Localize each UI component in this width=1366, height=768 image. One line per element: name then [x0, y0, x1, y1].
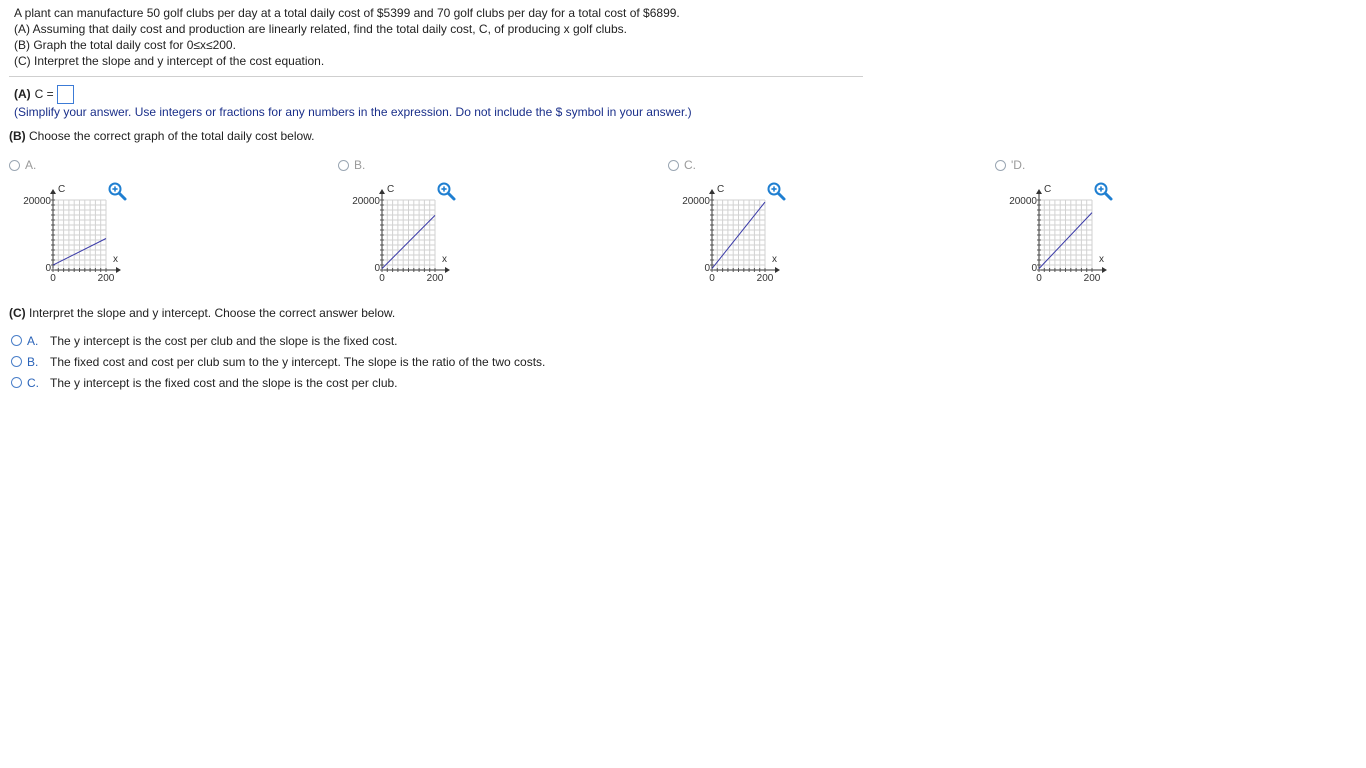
answer-hint: (Simplify your answer. Use integers or fractions for any numbers in the expression. Do not include the $ symbol in your answer.) — [14, 105, 692, 119]
zoom-in-icon[interactable] — [438, 183, 455, 200]
option-text: The fixed cost and cost per club sum to the y intercept. The slope is the ratio of the two costs. — [50, 354, 546, 369]
cost-equation-answer-box[interactable] — [57, 85, 74, 104]
problem-line: A plant can manufacture 50 golf clubs per day at a total daily cost of $5399 and 70 golf clubs per day for a total cost of $6899. — [14, 6, 680, 20]
problem-line: (C) Interpret the slope and y intercept of the cost equation. — [14, 54, 325, 68]
y-origin-label: 0 — [45, 263, 51, 274]
x-origin-label: 0 — [1036, 273, 1042, 284]
radio-button[interactable] — [668, 160, 679, 171]
zoom-handle — [449, 194, 454, 199]
part-b-prompt — [9, 129, 315, 143]
y-axis-label: C — [717, 184, 725, 195]
graph-choice-c[interactable] — [668, 157, 798, 292]
option-b[interactable] — [11, 351, 545, 372]
option-text: The y intercept is the cost per club and the slope is the fixed cost. — [50, 333, 398, 348]
option-c[interactable] — [11, 372, 545, 393]
option-text: The y intercept is the fixed cost and the slope is the cost per club. — [50, 375, 398, 390]
x-axis-arrow — [1102, 267, 1107, 273]
x-origin-label: 0 — [709, 273, 715, 284]
x-origin-label: 0 — [379, 273, 385, 284]
x-axis-label: x — [1099, 254, 1104, 265]
zoom-handle — [1106, 194, 1111, 199]
x-tick-label: 200 — [756, 273, 774, 284]
part-c-prompt — [9, 306, 395, 320]
problem-line: (A) Assuming that daily cost and production are linearly related, find the total daily cost, C, of producing x golf clubs. — [14, 22, 627, 36]
graph-choice-b[interactable] — [338, 157, 468, 292]
cost-equation-lhs: C = — [34, 87, 54, 101]
radio-button[interactable] — [338, 160, 349, 171]
x-origin-label: 0 — [50, 273, 56, 284]
option-a[interactable] — [11, 330, 545, 351]
y-axis-arrow — [1036, 189, 1042, 194]
choice-letter: C. — [684, 158, 696, 172]
x-axis-arrow — [116, 267, 121, 273]
zoom-handle — [779, 194, 784, 199]
x-tick-label: 200 — [97, 273, 115, 284]
option-letter: C. — [27, 375, 39, 390]
radio-button[interactable] — [995, 160, 1006, 171]
x-axis-label: x — [113, 254, 118, 265]
y-axis-arrow — [709, 189, 715, 194]
y-tick-label: 20000 — [352, 196, 380, 207]
zoom-handle — [120, 194, 125, 199]
radio-button[interactable] — [11, 356, 22, 367]
zoom-in-icon[interactable] — [768, 183, 785, 200]
part-b-label: (B) — [9, 129, 26, 143]
graph-d — [995, 177, 1125, 292]
part-c-options — [11, 330, 545, 393]
graph-c — [668, 177, 798, 292]
graph-a — [9, 177, 139, 292]
radio-button[interactable] — [11, 377, 22, 388]
choice-letter: A. — [25, 158, 37, 172]
y-axis-label: C — [387, 184, 395, 195]
option-letter: A. — [27, 333, 39, 348]
x-tick-label: 200 — [1083, 273, 1101, 284]
y-tick-label: 20000 — [23, 196, 51, 207]
x-axis-label: x — [442, 254, 447, 265]
graph-choice-a[interactable] — [9, 157, 139, 292]
radio-button[interactable] — [9, 160, 20, 171]
y-origin-label: 0 — [704, 263, 710, 274]
y-tick-label: 20000 — [1009, 196, 1037, 207]
graph-choice-d[interactable] — [995, 157, 1125, 292]
y-axis-arrow — [379, 189, 385, 194]
problem-line: (B) Graph the total daily cost for 0≤x≤200. — [14, 38, 236, 52]
radio-button[interactable] — [11, 335, 22, 346]
x-axis-label: x — [772, 254, 777, 265]
x-tick-label: 200 — [426, 273, 444, 284]
option-letter: B. — [27, 354, 39, 369]
part-c-label: (C) — [9, 306, 26, 320]
part-a — [14, 84, 692, 119]
choice-letter: B. — [354, 158, 366, 172]
graph-grid — [382, 200, 435, 270]
zoom-in-icon[interactable] — [109, 183, 126, 200]
y-origin-label: 0 — [1031, 263, 1037, 274]
part-b-text: Choose the correct graph of the total daily cost below. — [29, 129, 315, 143]
zoom-in-icon[interactable] — [1095, 183, 1112, 200]
choice-letter: 'D. — [1011, 158, 1026, 172]
y-axis-arrow — [50, 189, 56, 194]
graph-grid — [53, 200, 106, 270]
problem-statement — [14, 5, 680, 69]
y-origin-label: 0 — [374, 263, 380, 274]
x-axis-arrow — [775, 267, 780, 273]
part-a-label: (A) — [14, 87, 31, 101]
y-tick-label: 20000 — [682, 196, 710, 207]
y-axis-label: C — [1044, 184, 1052, 195]
divider — [9, 76, 863, 77]
x-axis-arrow — [445, 267, 450, 273]
y-axis-label: C — [58, 184, 66, 195]
graph-b — [338, 177, 468, 292]
part-c-text: Interpret the slope and y intercept. Choose the correct answer below. — [29, 306, 396, 320]
